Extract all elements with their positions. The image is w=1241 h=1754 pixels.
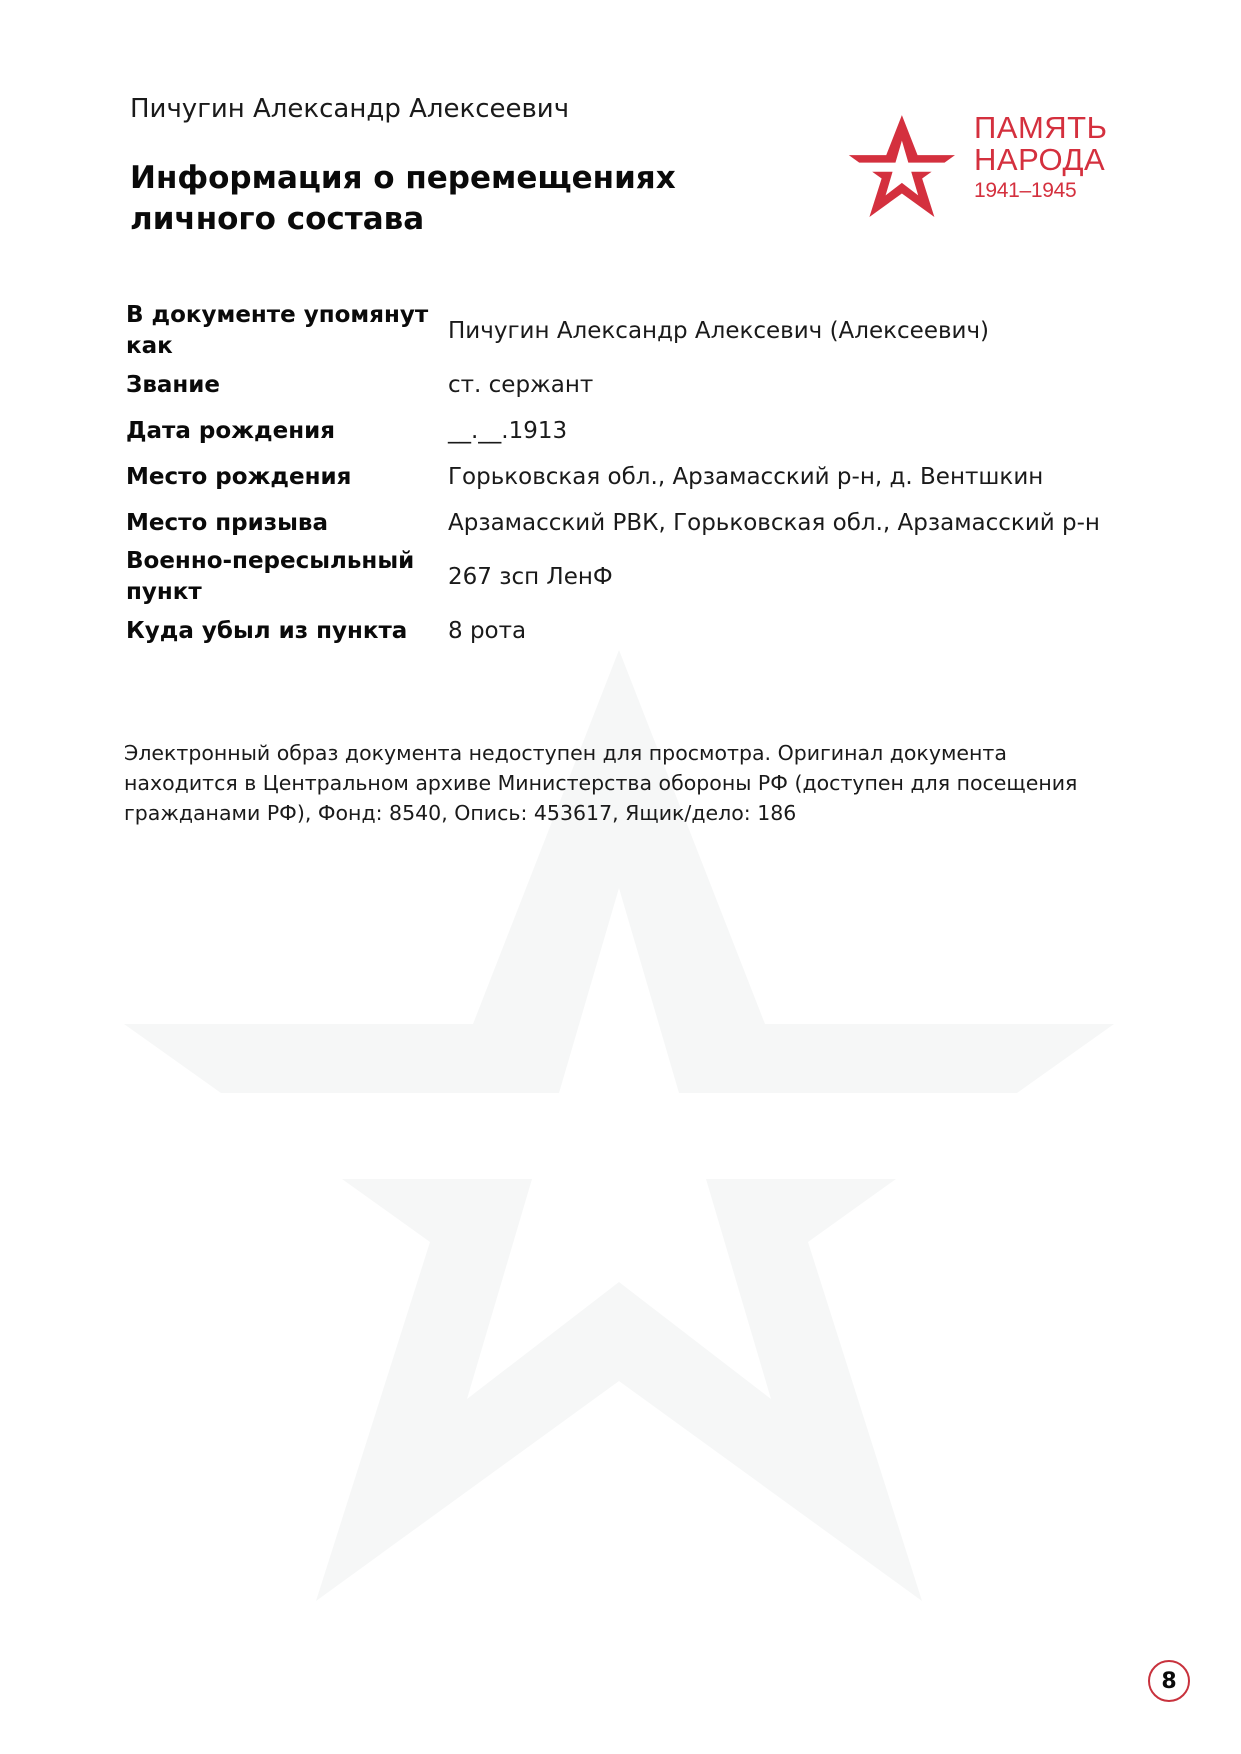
field-value: 8 рота: [448, 617, 527, 644]
field-value: Арзамасский РВК, Горьковская обл., Арзамасский р-н: [448, 509, 1100, 536]
table-row: [126, 608, 1126, 654]
page-title-line-1: Информация о перемещениях: [130, 160, 676, 196]
logo-line-pamyat: ПАМЯТЬ: [974, 110, 1108, 145]
field-label: Место призыва: [126, 509, 328, 536]
red-star-icon: [846, 114, 958, 218]
archive-note: Электронный образ документа недоступен для просмотра. Оригинал документа находится в Центральном архиве Министерства обороны РФ (доступен для посещения гражданами РФ), Фонд: 8540, Опись: 453617, Ящик/дело: 186: [124, 741, 1078, 825]
logo-line-naroda: НАРОДА: [974, 142, 1106, 177]
field-label: Звание: [126, 371, 221, 398]
field-label: Дата рождения: [126, 417, 335, 444]
field-value: Горьковская обл., Арзамасский р-н, д. Вентшкин: [448, 463, 1044, 490]
field-label: Место рождения: [126, 463, 352, 490]
table-row: [126, 546, 1126, 608]
page-title: [130, 158, 750, 240]
logo-text: [974, 112, 1107, 204]
field-label: Военно-пересыльный пункт: [126, 548, 415, 605]
table-row: [126, 300, 1126, 362]
field-label: В документе упомянут как: [126, 302, 429, 359]
field-value: 267 зсп ЛенФ: [448, 563, 613, 590]
logo-years: 1941–1945: [974, 179, 1077, 202]
table-row: [126, 362, 1126, 408]
pamyat-naroda-logo: [846, 112, 1126, 222]
page-number-badge: 8: [1148, 1660, 1190, 1702]
page-title-line-2: личного состава: [130, 201, 425, 237]
field-label: Куда убыл из пункта: [126, 617, 408, 644]
table-row: [126, 500, 1126, 546]
table-row: [126, 454, 1126, 500]
person-name: Пичугин Александр Алексеевич: [130, 94, 570, 124]
field-value: ст. сержант: [448, 371, 594, 398]
info-table: [126, 300, 1126, 654]
table-row: [126, 408, 1126, 454]
field-value: __.__.1913: [448, 417, 568, 444]
field-value: Пичугин Александр Алексевич (Алексеевич): [448, 317, 990, 344]
